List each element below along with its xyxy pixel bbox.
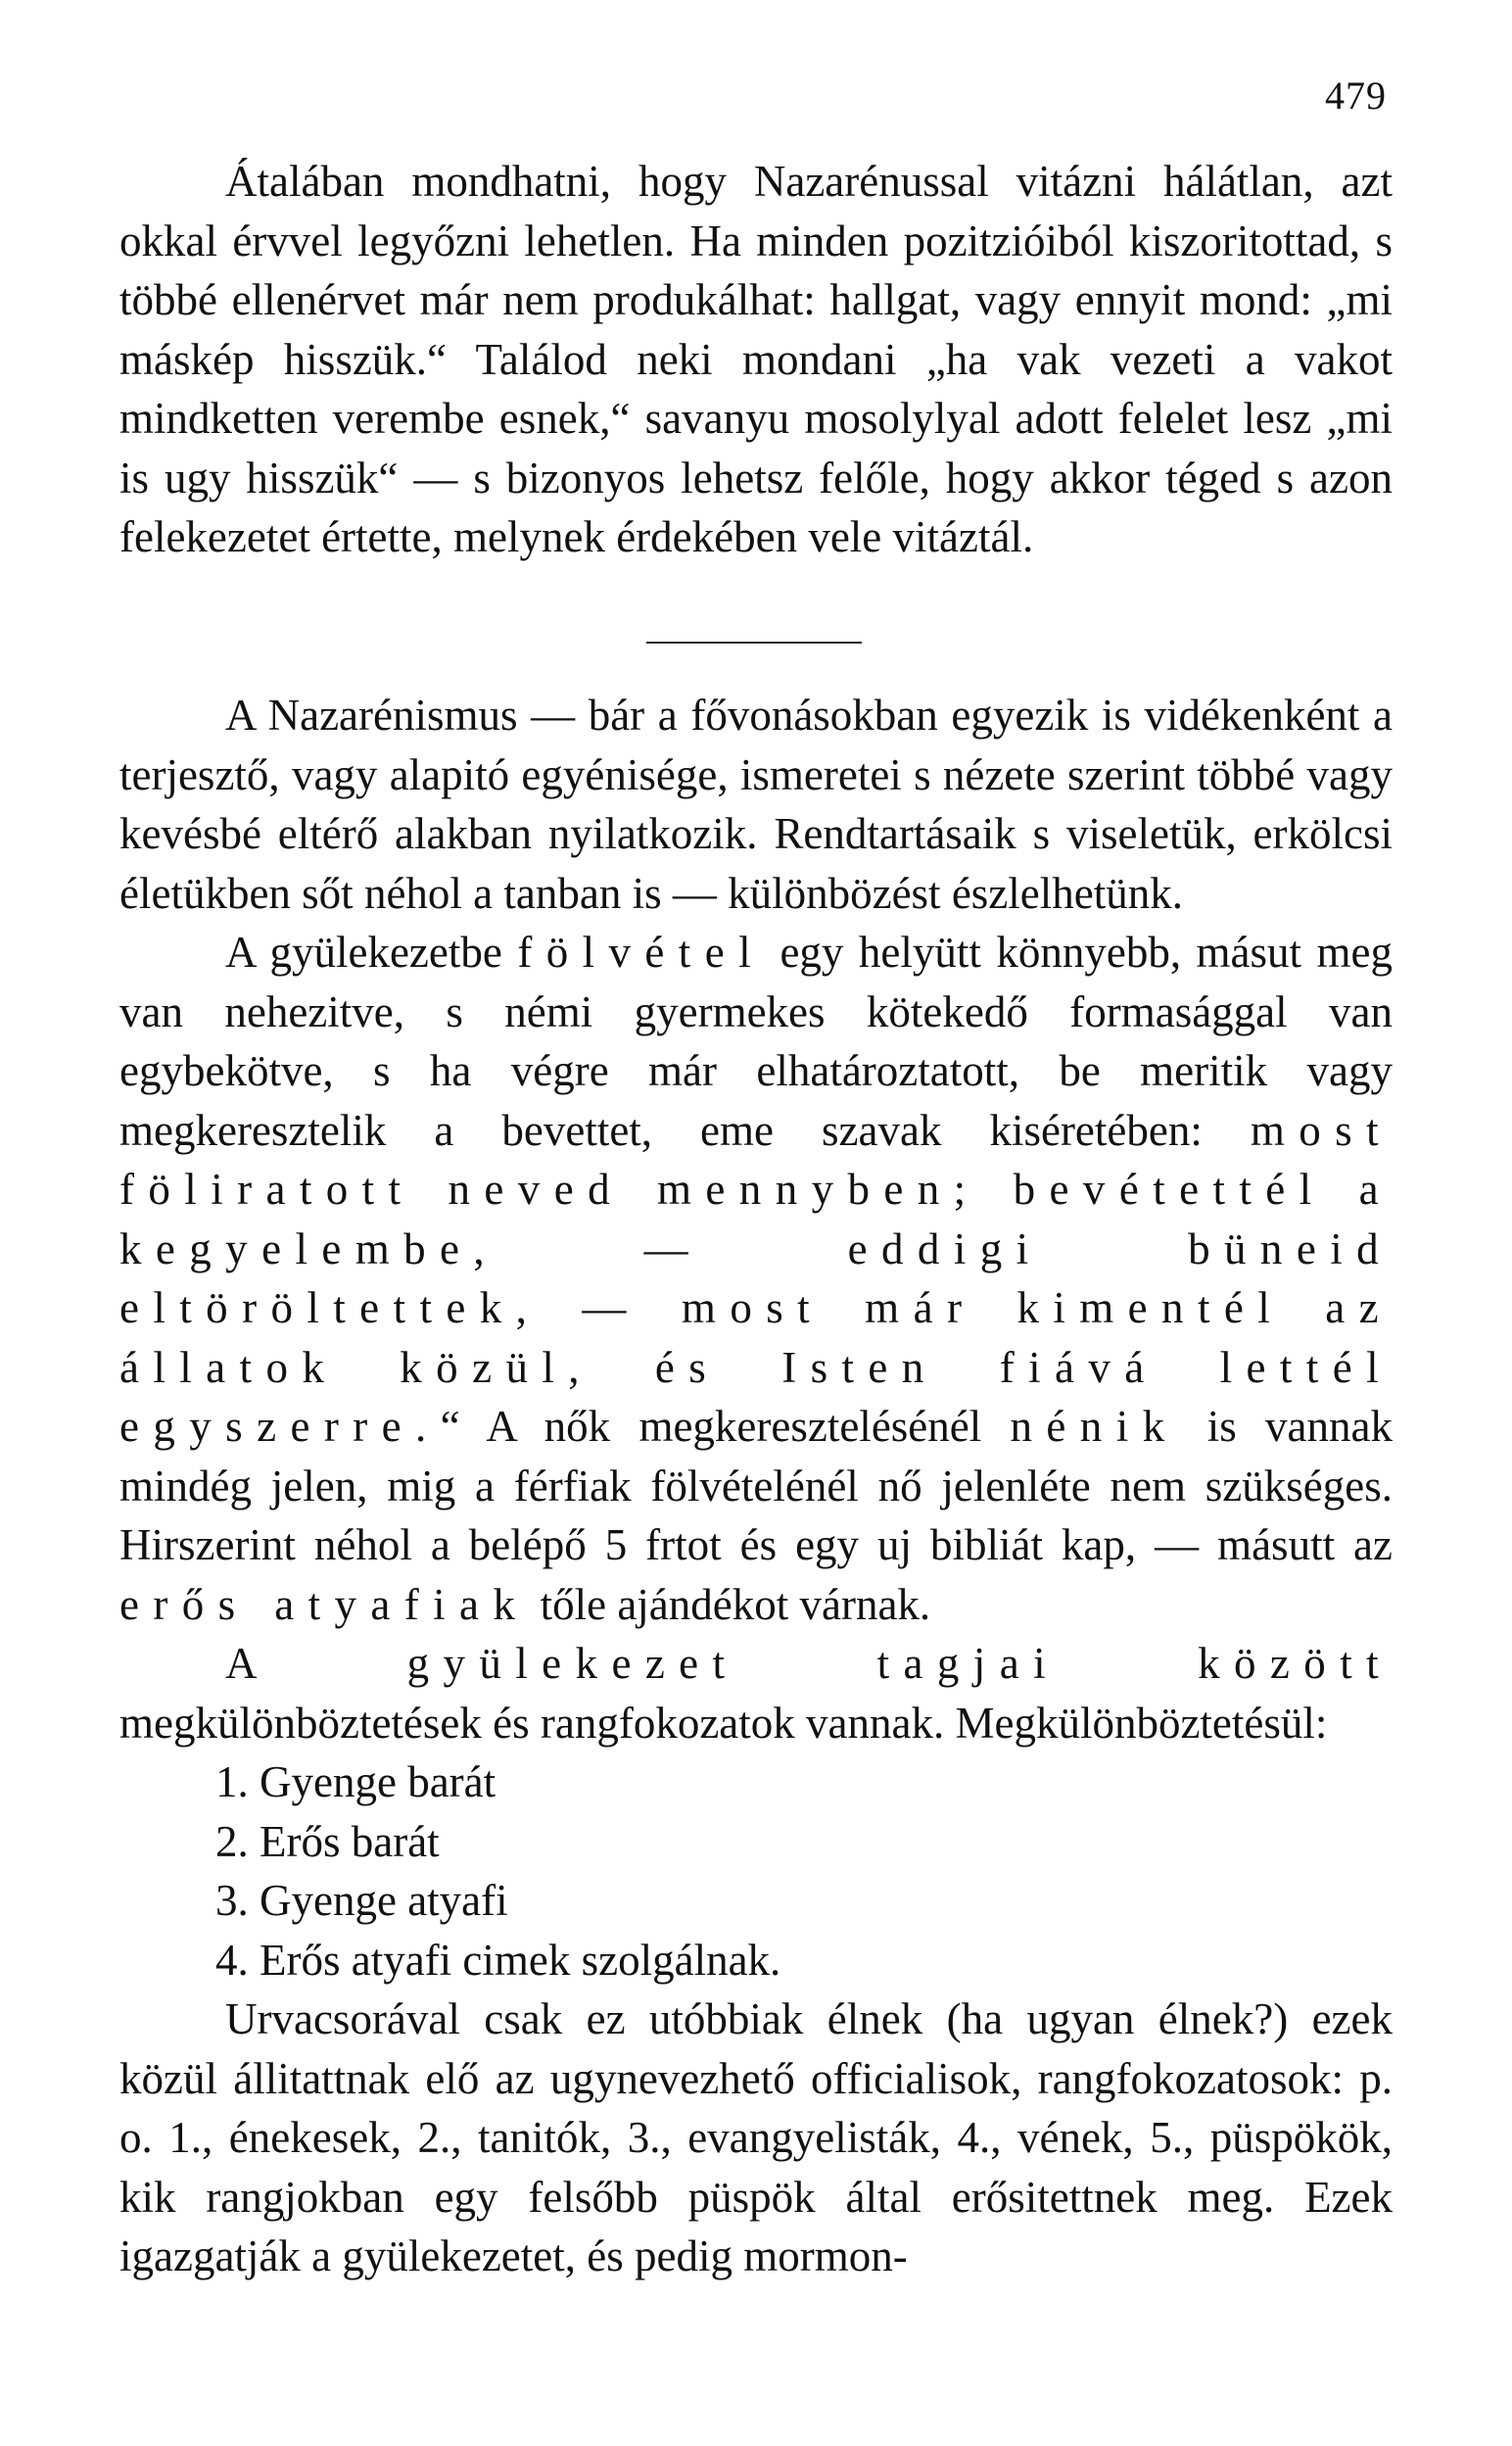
- paragraph-3-text-c: egy helyütt könnyebb, másut meg van nehezitve, s némi gyermekes kötekedő formasággal van egybekötve, s ha végre már elhatároztatott, be meritik vagy megkeresztelik a bevettet, eme szavak kiséretében:: [119, 928, 1393, 1155]
- paragraph-4: [119, 1634, 1393, 1752]
- paragraph-5: Urvacsorával csak ez utóbbiak élnek (ha ugyan élnek?) ezek közül állitattnak elő az ugynevezhető officialisok, rangfokozatosok: p. o. 1., énekesek, 2., tanitók, 3., evangyelisták, 4., vének, 5., püspökök, kik rangjokban egy felsőbb püspök által erősitettnek meg. Ezek igazgatják a gyülekezetet, és pedig mormon-: [119, 1994, 1393, 2280]
- paragraph-3-emphasis-nenik: nénik: [1010, 1402, 1179, 1451]
- list-item: 1. Gyenge barát: [215, 1757, 496, 1806]
- paragraph-3-text-g: is vannak mindég jelen, mig a férfiak fölvételénél nő jelenléte nem szükséges. Hirszerint néhol a belépő 5 frtot és egy uj bibliát kap, — másutt az: [119, 1402, 1393, 1569]
- paragraph-3: [119, 923, 1393, 1634]
- paragraph-3-emphasis-formula: most föliratott neved mennyben; bevétettél a kegyelembe, — eddigi büneid eltöröltettek, — most már kimentél az állatok közül, és Isten fiává lettél egyszerre.: [119, 1105, 1393, 1451]
- list-item: 4. Erős atyafi cimek szolgálnak.: [215, 1935, 781, 1985]
- paragraph-3-text-e: “ A nők megkeresztelésénél: [440, 1402, 1011, 1451]
- paragraph-3-text-a: A gyülekezetbe: [225, 928, 518, 977]
- paragraph-4-text: megkülönböztetések és rangfokozatok vannak. Megkülönböztetésül:: [119, 1698, 1328, 1748]
- paragraph-1: Átalában mondhatni, hogy Nazarénussal vitázni hálátlan, azt okkal érvvel legyőzni lehetlen. Ha minden pozitzióiból kiszoritottad, s többé ellenérvet már nem produkálhat: hallgat, vagy ennyit mond: „mi máskép hisszük.“ Találod neki mondani „ha vak vezeti a vakot mindketten verembe esnek,“ savanyu mosolylyal adott felelet lesz „mi is ugy hisszük“ — s bizonyos lehetsz felőle, hogy akkor téged s azon felekezetet értette, melynek érdekében vele vitáztál.: [119, 157, 1393, 561]
- paragraph-3-emphasis-eros-atyafiak: erős atyafiak: [119, 1579, 530, 1629]
- paragraph-3-emphasis-fölvétel: fölvétel: [517, 928, 765, 977]
- paragraph-2: A Nazarénismus — bár a fővonásokban egyezik is vidékenként a terjesztő, vagy alapitó egyénisége, ismeretei s nézete szerint többé vagy kevésbé eltérő alakban nyilatkozik. Rendtartásaik s viseletük, erkölcsi életükben sőt néhol a tanban is — különbözést észlelhetünk.: [119, 691, 1393, 918]
- list-item: 2. Erős barát: [215, 1816, 440, 1866]
- paragraph-4-emphasis: A gyülekezet tagjai között: [225, 1639, 1393, 1688]
- rank-list: [119, 1752, 1393, 1990]
- paragraph-3-text-i: tőle ajándékot várnak.: [529, 1579, 931, 1629]
- page-number: 479: [1325, 73, 1387, 118]
- list-item: 3. Gyenge atyafi: [215, 1876, 508, 1925]
- text-section-2: [119, 686, 1393, 2286]
- section-divider: [646, 642, 862, 644]
- text-section-1: [119, 152, 1393, 567]
